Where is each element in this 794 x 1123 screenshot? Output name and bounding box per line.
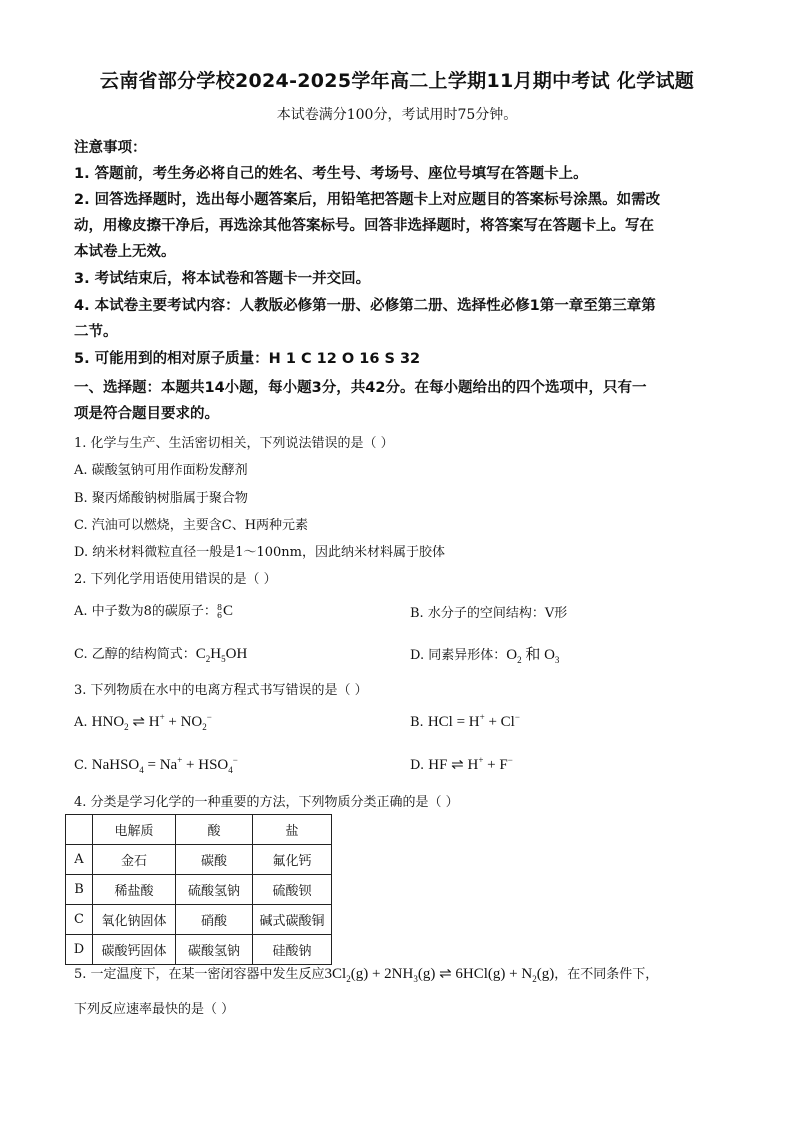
q1-option-c: C. 汽油可以燃烧，主要含C、H两种元素 <box>74 518 309 533</box>
table-cell: 碳酸氢钠 <box>176 935 253 965</box>
table-row <box>66 845 332 875</box>
table-header-cell: 盐 <box>253 815 332 845</box>
q3-stem: 3. 下列物质在水中的电离方程式书写错误的是（ ） <box>74 683 368 698</box>
q1-option-b: B. 聚丙烯酸钠树脂属于聚合物 <box>74 491 248 506</box>
mass-number: 8 <box>216 602 223 612</box>
q5-stem-line-1 <box>74 963 658 984</box>
element-symbol: C <box>223 603 234 619</box>
table-cell: 硫酸钡 <box>253 875 332 905</box>
notice-item-3: 3. 考试结束后，将本试卷和答题卡一并交回。 <box>74 271 371 287</box>
notice-item-2-line-1: 2. 回答选择题时，选出每小题答案后，用铅笔把答题卡上对应题目的答案标号涂黑。如需改 <box>74 192 661 208</box>
table-cell: 碳酸钙固体 <box>93 935 176 965</box>
table-cell: 氟化钙 <box>253 845 332 875</box>
q4-stem: 4. 分类是学习化学的一种重要的方法，下列物质分类正确的是（ ） <box>74 795 459 810</box>
q2-option-b: B. 水分子的空间结构：V形 <box>410 606 568 621</box>
notice-item-5: 5. 可能用到的相对原子质量：H 1 C 12 O 16 S 32 <box>74 351 421 367</box>
q3-option-c: C. NaHSO$_4$ = $Na^+ + HSO_4^-$ <box>74 755 238 775</box>
q1-option-a: A. 碳酸氢钠可用作面粉发酵剂 <box>74 463 248 478</box>
table-cell: D <box>66 935 93 965</box>
q5-stem-pre: 5. 一定温度下，在某一密闭容器中发生反应 <box>74 967 325 982</box>
table-cell: 硝酸 <box>176 905 253 935</box>
table-cell: B <box>66 875 93 905</box>
q2-option-d-text: D. 同素异形体： <box>410 648 507 663</box>
table-cell: A <box>66 845 93 875</box>
q1-stem: 1. 化学与生产、生活密切相关，下列说法错误的是（ ） <box>74 436 394 451</box>
exam-title: 云南省部分学校2024-2025学年高二上学期11月期中考试 化学试题 <box>99 70 695 92</box>
table-cell: 碱式碳酸铜 <box>253 905 332 935</box>
q2-option-c-text: C. 乙醇的结构简式： <box>74 647 196 662</box>
notice-heading: 注意事项： <box>74 140 147 156</box>
q1-option-d: D. 纳米材料微粒直径一般是1～100nm，因此纳米材料属于胶体 <box>74 545 446 560</box>
q5-stem-line-2: 下列反应速率最快的是（ ） <box>74 1002 235 1017</box>
notice-item-1: 1. 答题前，考生务必将自己的姓名、考生号、考场号、座位号填写在答题卡上。 <box>74 166 588 182</box>
q3-option-b: B. HCl = H+ + Cl− <box>410 712 520 730</box>
q2-stem: 2. 下列化学用语使用错误的是（ ） <box>74 572 277 587</box>
classification-table <box>65 814 332 965</box>
table-cell: 金石 <box>93 845 176 875</box>
notice-item-2-line-2: 动，用橡皮擦干净后，再选涂其他答案标号。回答非选择题时，将答案写在答题卡上。写在 <box>74 218 654 234</box>
table-header-row <box>66 815 332 845</box>
q3-option-d: D. HF ⇌ H+ + F− <box>410 755 513 773</box>
table-cell: 硫酸氢钠 <box>176 875 253 905</box>
allotrope-formula: $O_2$ 和 $O_3$ <box>506 647 560 665</box>
notice-item-4-line-2: 二节。 <box>74 324 118 340</box>
q3-option-a: A. $HNO_2$ ⇌ $H^+ + NO_2^-$ <box>74 712 212 732</box>
section-1-line-2: 项是符合题目要求的。 <box>74 406 219 422</box>
atomic-number: 6 <box>216 610 223 620</box>
table-cell: 碳酸 <box>176 845 253 875</box>
notice-item-4-line-1: 4. 本试卷主要考试内容：人教版必修第一册、必修第二册、选择性必修1第一章至第三章第 <box>74 298 656 314</box>
q5-reaction-equation: $3Cl_2(g) + 2NH_3(g)$ ⇌ $6HCl(g) + N_2(g)$ <box>324 966 555 984</box>
section-1-line-1: 一、选择题：本题共14小题，每小题3分，共42分。在每小题给出的四个选项中，只有一 <box>74 380 647 396</box>
q2-option-a-text: A. 中子数为8的碳原子： <box>74 604 217 619</box>
q2-option-c <box>74 643 247 664</box>
table-header-cell: 电解质 <box>93 815 176 845</box>
table-cell: 稀盐酸 <box>93 875 176 905</box>
table-row <box>66 905 332 935</box>
exam-subtitle: 本试卷满分100分，考试用时75分钟。 <box>276 107 518 123</box>
notice-item-2-line-3: 本试卷上无效。 <box>74 244 176 260</box>
nuclide-notation <box>217 604 222 620</box>
q2-option-a <box>74 600 233 620</box>
q2-option-d <box>410 643 559 665</box>
table-header-cell <box>66 815 93 845</box>
ethanol-formula: $C_2H_5OH$ <box>195 646 248 664</box>
table-cell: 硅酸钠 <box>253 935 332 965</box>
table-cell: C <box>66 905 93 935</box>
q5-stem-post: ，在不同条件下， <box>554 967 659 982</box>
table-cell: 氧化钠固体 <box>93 905 176 935</box>
table-header-cell: 酸 <box>176 815 253 845</box>
table-row <box>66 935 332 965</box>
table-row <box>66 875 332 905</box>
